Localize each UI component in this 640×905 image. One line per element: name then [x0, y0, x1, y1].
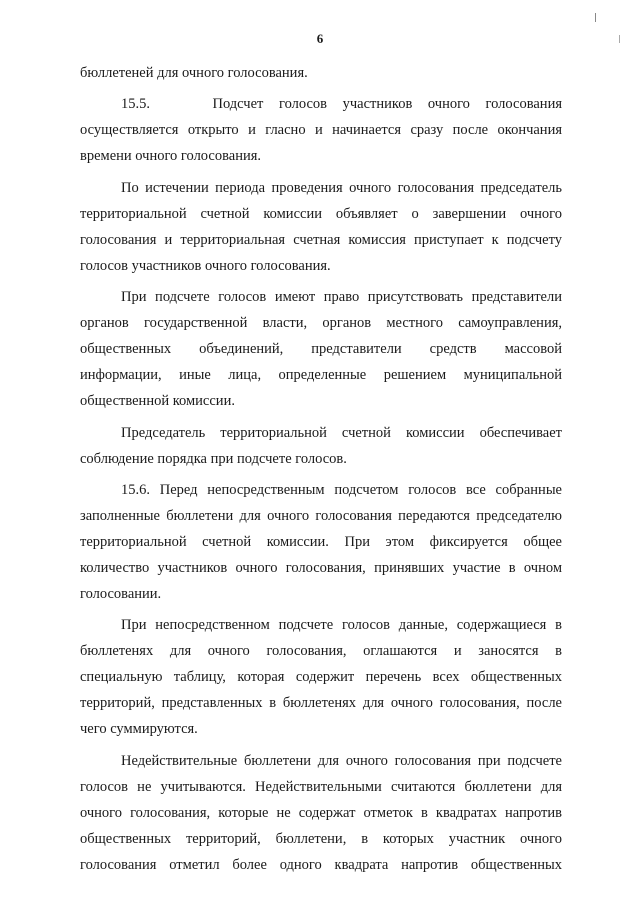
text-line: Председатель территориальной счетной комиссии обеспечивает: [121, 424, 562, 441]
text-line: голосов не учитываются. Недействительными считаются бюллетени для: [80, 778, 562, 795]
text-line: территорий, представленных в бюллетенях для очного голосования, после: [80, 695, 562, 712]
body-text: [80, 60, 562, 878]
text-line: бюллетеней для очного голосования.: [80, 65, 308, 81]
text-line: голосовании.: [80, 585, 162, 602]
text-line: специальную таблицу, которая содержит перечень всех общественных: [80, 669, 562, 686]
text-line: количество участников очного голосования, принявших участие в очном: [80, 559, 562, 576]
text-line: общественных территорий, бюллетени, в которых участник очного: [80, 830, 562, 847]
text-line: очного голосования, которые не содержат отметок в квадратах напротив: [80, 804, 562, 821]
text-line: При непосредственном подсчете голосов данные, содержащиеся в: [121, 617, 562, 634]
text-line: соблюдение порядка при подсчете голосов.: [80, 450, 347, 467]
text-line: 15.6. Перед непосредственным подсчетом голосов все собранные: [121, 481, 562, 498]
text-line: информации, иные лица, определенные решением муниципальной: [80, 367, 562, 384]
text-line: голосования и территориальная счетная комиссия приступает к подсчету: [80, 231, 562, 248]
text-line: общественной комиссии.: [80, 393, 235, 410]
scan-edge-mark: [595, 13, 596, 22]
text-line: заполненные бюллетени для очного голосования передаются председателю: [80, 507, 562, 524]
text-line: При подсчете голосов имеют право присутствовать представители: [121, 289, 562, 306]
text-line: голосов участников очного голосования.: [80, 257, 331, 274]
text-line: голосования отметил более одного квадрата напротив общественных: [80, 856, 562, 873]
text-line: 15.5. Подсчет голосов участников очного голосования: [121, 96, 562, 113]
text-line: чего суммируются.: [80, 721, 198, 738]
text-line: времени очного голосования.: [80, 148, 262, 165]
text-line: Недействительные бюллетени для очного голосования при подсчете: [121, 752, 562, 769]
text-line: По истечении периода проведения очного голосования председатель: [121, 179, 562, 196]
text-line: органов государственной власти, органов местного самоуправления,: [80, 315, 562, 332]
text-line: осуществляется открыто и гласно и начинается сразу после окончания: [80, 122, 562, 139]
text-line: общественных объединений, представители средств массовой: [80, 341, 562, 358]
text-line: территориальной счетной комиссии объявляет о завершении очного: [80, 205, 562, 222]
text-line: бюллетенях для очного голосования, оглашаются и заносятся в: [80, 643, 562, 660]
text-line: территориальной счетной комиссии. При этом фиксируется общее: [80, 533, 562, 550]
page-number: 6: [316, 31, 324, 46]
